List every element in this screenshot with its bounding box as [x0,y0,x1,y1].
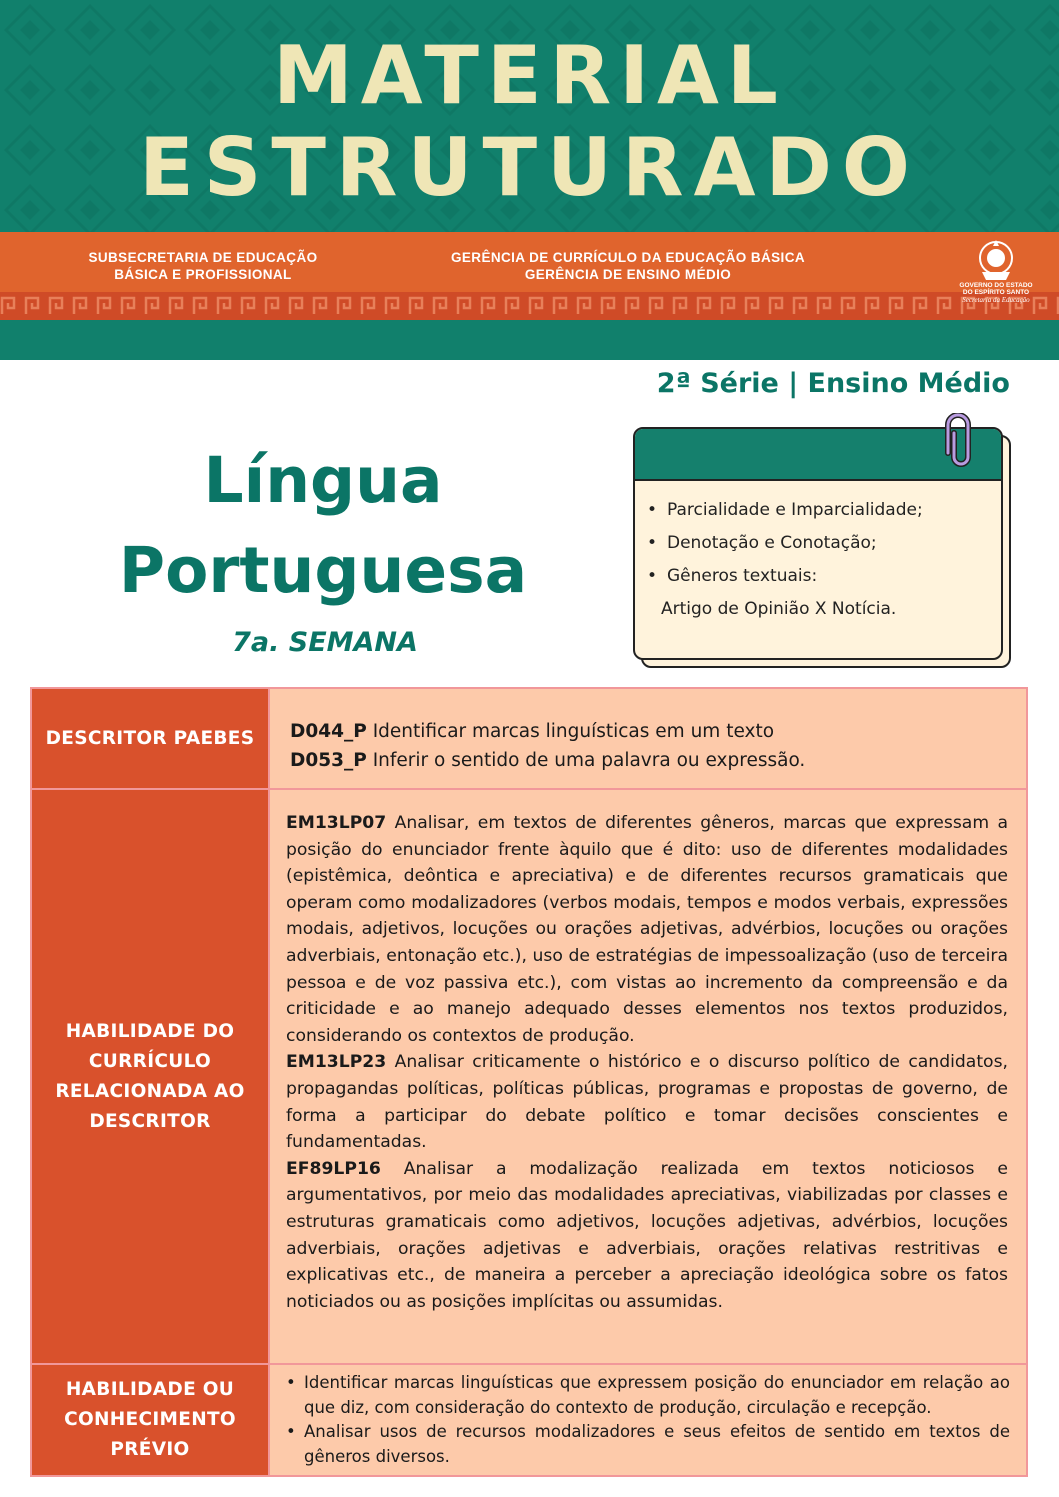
descriptor-code: D044_P [290,721,367,742]
skill-text: Analisar criticamente o histórico e o discurso político de candidatos, propagandas políticas, políticas públicas, programas e propostas de governo, de forma a participar do debate político e tomar decisões conscientes e fundamentadas. [286,1052,1008,1153]
descriptor-text: Identificar marcas linguísticas em um texto [372,721,775,742]
skill-row [32,790,1026,1365]
descriptor-item [290,717,1026,746]
descriptor-label: DESCRITOR PAEBES [32,689,268,788]
subsecretaria-label: SUBSECRETARIA DE EDUCAÇÃO BÁSICA E PROFISSIONAL [88,250,318,282]
skill-code: EF89LP16 [286,1158,381,1179]
logo-subtext: Secretaria da Educação [962,296,1030,304]
banner-title [0,29,1059,214]
banner-title-line2: ESTRUTURADO [139,121,920,214]
subject-title: Língua Portuguesa [118,444,528,607]
paperclip-icon [944,413,976,467]
descriptor-item [290,746,1026,775]
topic-item: • Gêneros textuais: [647,566,818,586]
gerencia-label: GERÊNCIA DE CURRÍCULO DA EDUCAÇÃO BÁSICA GERÊNCIA DE ENSINO MÉDIO [450,250,805,282]
curriculum-table [30,687,1028,1477]
descriptor-content [268,689,1026,788]
topic-item: • Denotação e Conotação; [647,533,877,553]
descriptor-text: Inferir o sentido de uma palavra ou expressão. [372,750,806,771]
topic-item-continuation: Artigo de Opinião X Notícia. [661,599,897,619]
skill-item [286,1156,1008,1316]
ornament-pattern [0,292,1059,320]
topic-item: • Parcialidade e Imparcialidade; [647,500,923,520]
grade-label: 2ª Série | Ensino Médio [656,368,1010,399]
descriptor-code: D053_P [290,750,367,771]
coat-of-arms-icon [976,238,1016,282]
prior-knowledge-item: • Analisar usos de recursos modalizadores e seus efeitos de sentido em textos de gêneros diversos. [286,1422,1010,1466]
skill-item [286,810,1008,1049]
topics-list [635,481,1001,626]
prior-knowledge-label: HABILIDADE OU CONHECIMENTO PRÉVIO [32,1365,268,1475]
banner-bottom-band [0,320,1059,360]
week-label: 7a. SEMANA [232,627,418,658]
header-banner [0,0,1059,360]
skill-code: EM13LP07 [286,813,387,833]
skill-text: Analisar a modalização realizada em textos noticiosos e argumentativos, por meio das modalidades apreciativas, viabilizadas por classes e estruturas gramaticais como adjetivos, locuções adjetivas, advérbios, locuções adverbiais, orações adjetivas e adverbiais, orações relativas restritivas e explicativas etc., de maneira a perceber a apreciação ideológica sobre os fatos noticiados ou as posições implícitas ou assumidas. [286,1158,1008,1312]
prior-knowledge-row [32,1365,1026,1475]
institution-band [0,232,1059,292]
prior-knowledge-item: • Identificar marcas linguísticas que expressem posição do enunciador em relação ao que diz, com consideração do contexto de produção, circulação e recepção. [286,1373,1010,1417]
skill-text: Analisar, em textos de diferentes gêneros, marcas que expressam a posição do enunciador frente àquilo que é dito: uso de diferentes modalidades (epistêmica, deôntica e apreciativa) e de diferentes recursos gramaticais que operam como modalizadores (verbos modais, tempos e modos verbais, expressões modais, adjetivos, locuções ou orações adjetivas, advérbios, locuções ou orações adverbiais, entonação etc.), uso de estratégias de impessoalização (uso de terceira pessoa e de voz passiva etc.), com vistas ao incremento da compreensão e da criticidade e ao manejo adequado desses elementos nos textos produzidos, considerando os contextos de produção. [286,813,1008,1046]
skill-item [286,1049,1008,1155]
logo-text: GOVERNO DO ESTADO DO ESPÍRITO SANTO [959,282,1033,296]
skill-label: HABILIDADE DO CURRÍCULO RELACIONADA AO DESCRITOR [32,790,268,1363]
skill-code: EM13LP23 [286,1052,387,1073]
prior-knowledge-content [268,1365,1026,1475]
ornament-band [0,292,1059,320]
descriptor-row [32,689,1026,790]
skill-content [268,790,1026,1363]
government-logo [954,238,1038,318]
banner-title-line1: MATERIAL [273,29,786,122]
